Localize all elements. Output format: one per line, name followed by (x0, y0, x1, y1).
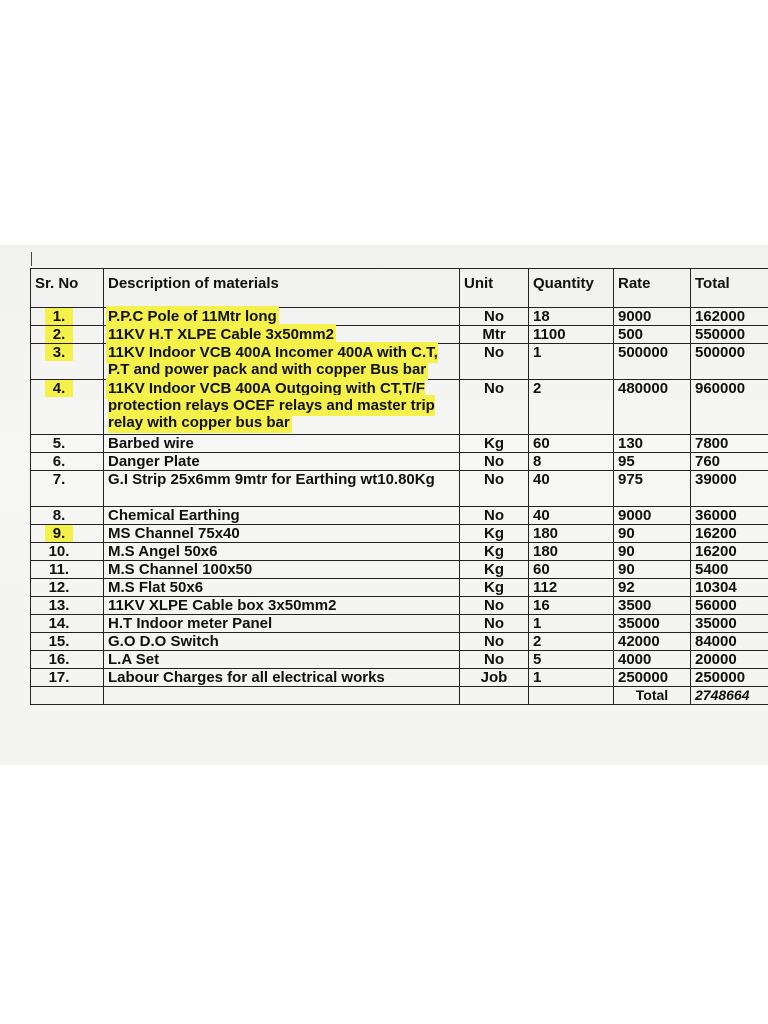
row-total (691, 471, 768, 507)
row-description (104, 471, 460, 507)
row-sr-no (31, 326, 104, 344)
row-rate-text: 500 (618, 326, 644, 343)
row-description-text: MS Channel 75x40 (108, 525, 240, 542)
row-total (691, 507, 768, 525)
row-unit (460, 471, 529, 507)
row-description (104, 579, 460, 597)
row-description-text: M.S Angel 50x6 (108, 543, 218, 560)
row-total (691, 380, 768, 435)
table-row (31, 525, 768, 543)
row-unit-text: No (484, 380, 504, 397)
row-sr-no-text: 4. (45, 380, 74, 397)
row-unit (460, 633, 529, 651)
row-rate-text: 480000 (618, 380, 669, 397)
header-rate: Rate (614, 269, 691, 308)
row-unit (460, 615, 529, 633)
materials-table (30, 268, 768, 705)
row-unit (460, 543, 529, 561)
row-sr-no (31, 597, 104, 615)
row-rate-text: 130 (618, 435, 644, 452)
row-unit (460, 525, 529, 543)
row-total-text: 20000 (695, 651, 737, 668)
row-quantity-text: 180 (533, 543, 559, 560)
row-unit (460, 669, 529, 687)
row-sr-no-text: 15. (48, 633, 70, 650)
row-total-text: 7800 (695, 435, 729, 452)
row-total-text: 5400 (695, 561, 729, 578)
row-unit-text: Kg (484, 579, 504, 596)
table-row (31, 507, 768, 525)
row-rate (614, 308, 691, 326)
row-rate-text: 35000 (618, 615, 660, 632)
row-description (104, 380, 460, 435)
table-row (31, 344, 768, 380)
row-rate-text: 92 (618, 579, 635, 596)
row-description (104, 435, 460, 453)
row-description-text: Danger Plate (108, 453, 200, 470)
row-sr-no-text: 11. (48, 561, 70, 578)
row-total (691, 669, 768, 687)
row-sr-no (31, 344, 104, 380)
row-rate (614, 543, 691, 561)
table-row (31, 615, 768, 633)
row-total-text: 960000 (695, 380, 746, 397)
row-rate-text: 250000 (618, 669, 669, 686)
row-sr-no-text: 10. (48, 543, 70, 560)
row-description-text: 11KV XLPE Cable box 3x50mm2 (108, 597, 337, 614)
row-description (104, 615, 460, 633)
total-row-blank (104, 687, 460, 705)
margin-mark (31, 252, 32, 266)
row-quantity (529, 615, 614, 633)
row-quantity-text: 16 (533, 597, 550, 614)
row-sr-no-text: 9. (45, 525, 74, 542)
row-total (691, 308, 768, 326)
row-rate-text: 90 (618, 525, 635, 542)
row-quantity-text: 60 (533, 435, 550, 452)
row-total-text: 16200 (695, 525, 737, 542)
row-quantity-text: 1100 (533, 326, 566, 343)
row-quantity-text: 1 (533, 344, 542, 361)
row-quantity (529, 651, 614, 669)
row-description-text: M.S Flat 50x6 (108, 579, 204, 596)
row-description (104, 326, 460, 344)
row-unit-text: Job (480, 669, 508, 686)
row-description-text: M.S Channel 100x50 (108, 561, 253, 578)
row-rate (614, 380, 691, 435)
row-description (104, 543, 460, 561)
row-quantity-text: 1 (533, 669, 542, 686)
row-unit-text: No (484, 615, 504, 632)
row-total-text: 56000 (695, 597, 737, 614)
row-sr-no-text: 6. (52, 453, 66, 470)
row-rate (614, 326, 691, 344)
row-sr-no (31, 651, 104, 669)
row-rate-text: 42000 (618, 633, 660, 650)
row-rate (614, 669, 691, 687)
row-quantity-text: 40 (533, 471, 550, 488)
row-description (104, 633, 460, 651)
row-sr-no (31, 561, 104, 579)
row-sr-no (31, 633, 104, 651)
row-sr-no (31, 380, 104, 435)
row-quantity-text: 18 (533, 308, 550, 325)
row-rate (614, 615, 691, 633)
row-description (104, 651, 460, 669)
row-rate (614, 471, 691, 507)
row-description (104, 453, 460, 471)
row-total-text: 760 (695, 453, 721, 470)
row-rate (614, 651, 691, 669)
row-sr-no-text: 5. (52, 435, 66, 452)
row-sr-no (31, 453, 104, 471)
row-total (691, 561, 768, 579)
row-quantity-text: 2 (533, 380, 542, 397)
row-total (691, 579, 768, 597)
row-description-text: Chemical Earthing (108, 507, 240, 524)
row-total (691, 326, 768, 344)
row-rate-text: 9000 (618, 308, 652, 325)
table-row (31, 651, 768, 669)
row-description-text: L.A Set (108, 651, 160, 668)
row-sr-no (31, 615, 104, 633)
row-rate-text: 9000 (618, 507, 652, 524)
row-sr-no-text: 3. (45, 344, 74, 361)
row-quantity (529, 561, 614, 579)
row-description-text: 11KV Indoor VCB 400A Incomer 400A with C.T, P.T and power pack and with copper Bus bar (108, 344, 438, 378)
row-unit-text: No (484, 651, 504, 668)
row-quantity-text: 8 (533, 453, 542, 470)
row-quantity (529, 579, 614, 597)
table-row (31, 435, 768, 453)
row-quantity (529, 344, 614, 380)
grand-total-value: 2748664 (691, 687, 768, 705)
row-quantity (529, 308, 614, 326)
row-total-text: 250000 (695, 669, 746, 686)
row-total (691, 435, 768, 453)
row-total (691, 597, 768, 615)
row-description (104, 507, 460, 525)
row-quantity (529, 435, 614, 453)
total-row-blank (529, 687, 614, 705)
row-unit-text: No (484, 453, 504, 470)
row-total-text: 162000 (695, 308, 746, 325)
row-rate (614, 561, 691, 579)
row-unit (460, 507, 529, 525)
row-rate-text: 90 (618, 561, 635, 578)
row-quantity (529, 471, 614, 507)
row-quantity (529, 669, 614, 687)
table-row (31, 380, 768, 435)
total-row-blank (460, 687, 529, 705)
table-row (31, 326, 768, 344)
row-rate-text: 500000 (618, 344, 669, 361)
row-unit (460, 344, 529, 380)
row-description (104, 561, 460, 579)
row-rate (614, 453, 691, 471)
header-description: Description of materials (104, 269, 460, 308)
row-unit (460, 597, 529, 615)
row-unit-text: No (484, 344, 504, 361)
row-sr-no-text: 8. (52, 507, 66, 524)
table-row (31, 543, 768, 561)
row-quantity (529, 453, 614, 471)
row-quantity (529, 525, 614, 543)
total-row (31, 687, 768, 705)
row-description-text: G.I Strip 25x6mm 9mtr for Earthing wt10.80Kg (108, 471, 435, 488)
row-sr-no (31, 471, 104, 507)
table-row (31, 633, 768, 651)
row-rate (614, 507, 691, 525)
row-total-text: 35000 (695, 615, 737, 632)
row-total-text: 16200 (695, 543, 737, 560)
row-unit (460, 561, 529, 579)
row-sr-no-text: 16. (48, 651, 70, 668)
row-rate (614, 597, 691, 615)
row-description-text: G.O D.O Switch (108, 633, 219, 650)
row-quantity-text: 180 (533, 525, 559, 542)
row-total (691, 525, 768, 543)
row-unit (460, 453, 529, 471)
row-unit-text: Kg (484, 543, 504, 560)
row-sr-no-text: 14. (48, 615, 70, 632)
header-unit: Unit (460, 269, 529, 308)
header-total: Total (691, 269, 768, 308)
row-quantity (529, 507, 614, 525)
row-unit-text: No (484, 308, 504, 325)
row-total-text: 39000 (695, 471, 737, 488)
row-quantity (529, 597, 614, 615)
row-description-text: 11KV Indoor VCB 400A Outgoing with CT,T/F protection relays OCEF relays and master trip relay with copper bus bar (108, 380, 435, 431)
row-rate-text: 4000 (618, 651, 652, 668)
row-unit (460, 380, 529, 435)
row-total-text: 36000 (695, 507, 737, 524)
row-unit (460, 308, 529, 326)
row-sr-no (31, 435, 104, 453)
row-total-text: 550000 (695, 326, 746, 343)
row-description (104, 525, 460, 543)
row-unit-text: Kg (484, 525, 504, 542)
row-description (104, 344, 460, 380)
row-unit-text: No (484, 471, 504, 488)
row-rate-text: 3500 (618, 597, 652, 614)
row-sr-no-text: 1. (45, 308, 74, 325)
row-description-text: Barbed wire (108, 435, 194, 452)
row-rate-text: 95 (618, 453, 635, 470)
row-unit (460, 579, 529, 597)
row-sr-no (31, 669, 104, 687)
row-description (104, 597, 460, 615)
row-quantity-text: 1 (533, 615, 542, 632)
row-sr-no-text: 12. (48, 579, 70, 596)
row-rate-text: 90 (618, 543, 635, 560)
row-unit (460, 326, 529, 344)
row-sr-no (31, 579, 104, 597)
table-row (31, 453, 768, 471)
header-sr-no: Sr. No (31, 269, 104, 308)
row-description (104, 308, 460, 326)
row-total-text: 10304 (695, 579, 737, 596)
row-total (691, 344, 768, 380)
row-rate (614, 525, 691, 543)
row-description (104, 669, 460, 687)
row-quantity (529, 380, 614, 435)
row-rate (614, 344, 691, 380)
row-unit-text: Kg (484, 561, 504, 578)
table-row (31, 669, 768, 687)
row-sr-no-text: 7. (52, 471, 66, 488)
row-description-text: H.T Indoor meter Panel (108, 615, 273, 632)
table-row (31, 597, 768, 615)
row-sr-no (31, 543, 104, 561)
row-unit (460, 651, 529, 669)
row-unit-text: Mtr (482, 326, 506, 343)
table-row (31, 308, 768, 326)
header-row (31, 269, 768, 308)
row-total (691, 615, 768, 633)
row-sr-no (31, 507, 104, 525)
row-rate (614, 579, 691, 597)
row-total-text: 84000 (695, 633, 737, 650)
table-row (31, 471, 768, 507)
row-unit (460, 435, 529, 453)
row-sr-no-text: 13. (48, 597, 70, 614)
row-unit-text: No (484, 633, 504, 650)
row-quantity-text: 2 (533, 633, 542, 650)
row-quantity-text: 60 (533, 561, 550, 578)
row-unit-text: No (484, 597, 504, 614)
row-total-text: 500000 (695, 344, 746, 361)
row-description-text: P.P.C Pole of 11Mtr long (108, 308, 277, 325)
row-unit-text: No (484, 507, 504, 524)
row-total (691, 543, 768, 561)
row-description-text: Labour Charges for all electrical works (108, 669, 385, 686)
row-total (691, 633, 768, 651)
row-quantity (529, 543, 614, 561)
total-label: Total (614, 687, 691, 705)
row-quantity (529, 633, 614, 651)
total-row-blank (31, 687, 104, 705)
row-total (691, 453, 768, 471)
row-total (691, 651, 768, 669)
table-row (31, 561, 768, 579)
row-rate (614, 633, 691, 651)
row-unit-text: Kg (484, 435, 504, 452)
header-quantity: Quantity (529, 269, 614, 308)
row-sr-no (31, 308, 104, 326)
row-rate-text: 975 (618, 471, 644, 488)
row-sr-no (31, 525, 104, 543)
row-description-text: 11KV H.T XLPE Cable 3x50mm2 (108, 326, 334, 343)
row-sr-no-text: 17. (48, 669, 70, 686)
row-quantity (529, 326, 614, 344)
row-rate (614, 435, 691, 453)
row-quantity-text: 112 (533, 579, 558, 596)
row-quantity-text: 40 (533, 507, 550, 524)
row-quantity-text: 5 (533, 651, 542, 668)
table-row (31, 579, 768, 597)
row-sr-no-text: 2. (45, 326, 74, 343)
